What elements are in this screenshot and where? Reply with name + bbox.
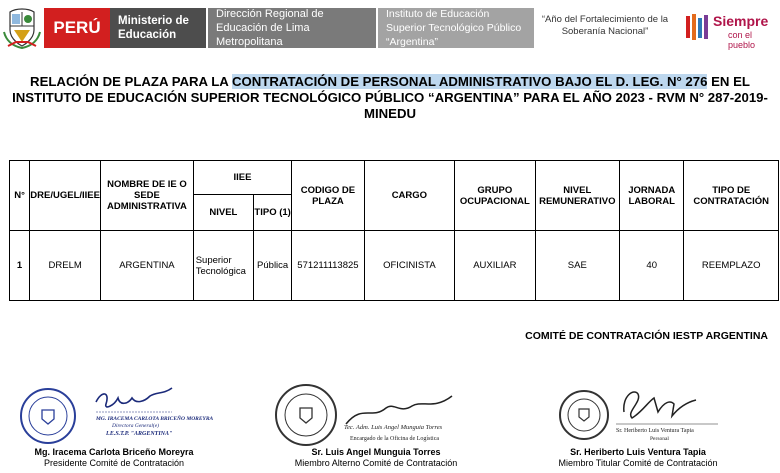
signature-role: Miembro Titular Comité de Contratación — [558, 458, 718, 468]
institute-round-stamp-icon — [556, 388, 616, 442]
signature-role: Presidente Comité de Contratación — [43, 458, 185, 468]
signature-block-president — [4, 382, 224, 473]
committee-label: COMITÉ DE CONTRATACIÓN IESTP ARGENTINA — [525, 330, 768, 342]
header-grupo: GRUPO OCUPACIONAL — [455, 161, 535, 231]
header-dre: DRE/UGEL/IIEE — [30, 161, 101, 231]
title-part-1: RELACIÓN DE PLAZA PARA LA — [30, 74, 233, 89]
handwritten-signature-icon — [342, 384, 462, 444]
campaign-label: Siempre — [713, 13, 769, 29]
cell-name: ARGENTINA — [101, 231, 194, 301]
signature-name: Mg. Iracema Carlota Briceño Moreyra — [34, 447, 194, 457]
header-nivel: NIVEL — [193, 195, 253, 231]
signature-name: Sr. Heriberto Luis Ventura Tapia — [570, 447, 706, 457]
plaza-table — [9, 160, 779, 301]
handwritten-signature-icon — [612, 382, 722, 444]
cell-grupo: AUXILIAR — [455, 231, 535, 301]
handwritten-signature-icon — [90, 382, 214, 440]
signature-block-titular — [528, 382, 748, 473]
svg-text:Tec. Adm. Luis Angel Munguia T: Tec. Adm. Luis Angel Munguia Torres — [344, 424, 443, 431]
svg-text:Sr. Heriberto Luis Ventura Tap: Sr. Heriberto Luis Ventura Tapia — [616, 428, 694, 434]
header-num: N° — [10, 161, 30, 231]
cell-cargo: OFICINISTA — [364, 231, 455, 301]
header-jornada: JORNADA LABORAL — [620, 161, 684, 231]
cell-num: 1 — [10, 231, 30, 301]
page-title — [10, 74, 770, 122]
svg-text:Personal: Personal — [650, 436, 669, 442]
ministry-label: Ministerio de Educación — [110, 8, 206, 48]
header-banner — [0, 0, 780, 56]
cell-nivel: Superior Tecnológica — [193, 231, 253, 301]
signature-block-alternate — [266, 382, 486, 473]
svg-text:MG. IRACEMA CARLOTA BRICEÑO MO: MG. IRACEMA CARLOTA BRICEÑO MOREYRA — [96, 416, 214, 422]
peru-label: PERÚ — [44, 8, 110, 48]
svg-text:I.E.S.T.P. "ARGENTINA": I.E.S.T.P. "ARGENTINA" — [106, 431, 173, 437]
cell-dre: DRELM — [30, 231, 101, 301]
peru-coat-of-arms-icon — [2, 6, 42, 50]
signature-name: Sr. Luis Angel Munguia Torres — [311, 447, 441, 457]
signature-role: Miembro Alterno Comité de Contratación — [294, 458, 458, 468]
direction-label: Dirección Regional de Educación de Lima Metropolitana — [208, 8, 376, 48]
header-iiee: IIEE — [193, 161, 292, 195]
cell-codigo: 571211113825 — [292, 231, 364, 301]
header-contrato: TIPO DE CONTRATACIÓN — [684, 161, 779, 231]
header-codigo: CODIGO DE PLAZA — [292, 161, 364, 231]
header-name: NOMBRE DE IE O SEDE ADMINISTRATIVA — [101, 161, 194, 231]
year-note: “Año del Fortalecimiento de la Soberanía Nacional” — [541, 14, 669, 37]
campaign-sublabel: con el pueblo — [728, 30, 756, 50]
cell-remun: SAE — [535, 231, 619, 301]
logistics-round-stamp-icon — [268, 382, 346, 448]
cell-contrato: REEMPLAZO — [684, 231, 779, 301]
institute-label: Instituto de Educación Superior Tecnológico Público “Argentina” — [378, 8, 534, 48]
cell-tipo: Pública — [254, 231, 292, 301]
title-highlight: CONTRATACIÓN DE PERSONAL ADMINISTRATIVO BAJO EL D. LEG. N° 276 — [232, 74, 708, 89]
cell-jornada: 40 — [620, 231, 684, 301]
svg-text:Directora General(e): Directora General(e) — [112, 423, 159, 429]
header-remun: NIVEL REMUNERATIVO — [535, 161, 619, 231]
svg-text:Encargado de la Oficina de Log: Encargado de la Oficina de Logística — [350, 436, 440, 442]
title-part-2: EN EL INSTITUTO DE EDUCACIÓN SUPERIOR TECNOLÓGICO PÚBLICO “ARGENTINA” PARA EL AÑO 2023 - RVM N° 287-2019-MINEDU — [12, 74, 768, 121]
header-cargo: CARGO — [364, 161, 455, 231]
header-tipo: TIPO (1) — [254, 195, 292, 231]
institute-round-stamp-icon — [12, 386, 86, 446]
table-row — [10, 231, 779, 301]
